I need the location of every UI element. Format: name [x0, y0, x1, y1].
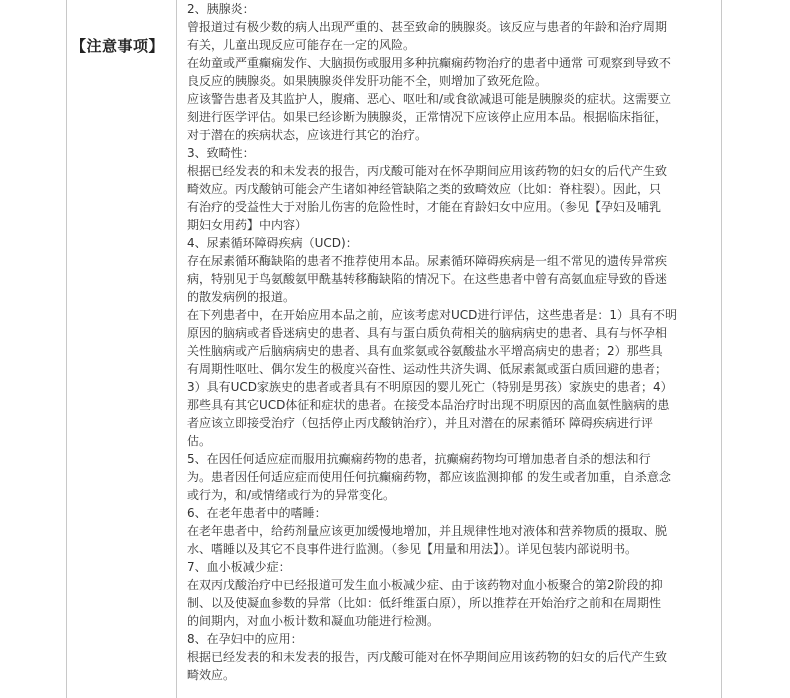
precautions-text [187, 0, 719, 684]
text-line: 的间期内，对血小板计数和凝血功能进行检测。 [187, 614, 440, 628]
precautions-table [66, 0, 722, 698]
text-line: 有治疗的受益性大于对胎儿伤害的危险性时，才能在育龄妇女中应用。（参见【孕妇及哺乳 [187, 200, 662, 214]
text-line: 者应该立即接受治疗（包括停止丙戊酸钠治疗），并且对潜在的尿素循环 障碍疾病进行评 [187, 416, 653, 430]
text-line: 估。 [187, 434, 212, 448]
text-line: 8、在孕妇中的应用： [187, 632, 303, 646]
text-line: 存在尿素循环酶缺陷的患者不推荐使用本品。尿素循环障碍疾病是一组不常见的遗传异常疾 [187, 254, 668, 268]
label-cell [67, 0, 177, 698]
text-line: 对于潜在的疾病状态，应该进行其它的治疗。 [187, 128, 428, 142]
content-cell [185, 0, 721, 698]
text-line: 6、在老年患者中的嗜睡： [187, 506, 327, 520]
text-line: 3）具有UCD家族史的患者或者具有不明原因的婴儿死亡（特别是男孩）家族史的患者；4） [187, 380, 673, 394]
text-line: 在下列患者中，在开始应用本品之前，应该考虑对UCD进行评估，这些患者是：1）具有不明 [187, 308, 678, 322]
text-line: 根据已经发表的和未发表的报告，丙戊酸可能对在怀孕期间应用该药物的妇女的后代产生致 [187, 650, 668, 664]
text-line: 或行为，和/或情绪或行为的异常变化。 [187, 488, 396, 502]
text-line: 7、血小板减少症： [187, 560, 291, 574]
text-line: 有周期性呕吐、偶尔发生的极度兴奋性、运动性共济失调、低尿素氮或蛋白质回避的患者； [187, 362, 668, 376]
text-line: 有关，儿童出现反应可能存在一定的风险。 [187, 38, 416, 52]
text-line: 在老年患者中，给药剂量应该更加缓慢地增加，并且规律性地对液体和营养物质的摄取、脱 [187, 524, 668, 538]
text-line: 畸效应。丙戊酸钠可能会产生诸如神经管缺陷之类的致畸效应（比如：脊柱裂）。因此，只 [187, 182, 662, 196]
text-line: 那些具有其它UCD体征和症状的患者。在接受本品治疗时出现不明原因的高血氨性脑病的患 [187, 398, 670, 412]
text-line: 期妇女用药】中内容） [187, 218, 308, 232]
text-line: 2、胰腺炎： [187, 2, 255, 16]
section-label: 【注意事项】 [71, 37, 165, 55]
text-line: 3、致畸性： [187, 146, 255, 160]
text-line: 的散发病例的报道。 [187, 290, 296, 304]
text-line: 曾报道过有极少数的病人出现严重的、甚至致命的胰腺炎。该反应与患者的年龄和治疗周期 [187, 20, 668, 34]
text-line: 为。患者因任何适应症而使用任何抗癫痫药物，都应该监测抑郁 的发生或者加重，自杀意念 [187, 470, 671, 484]
text-line: 根据已经发表的和未发表的报告，丙戊酸可能对在怀孕期间应用该药物的妇女的后代产生致 [187, 164, 668, 178]
text-line: 水、嗜睡以及其它不良事件进行监测。（参见【用量和用法】）。详见包装内部说明书。 [187, 542, 638, 556]
text-line: 良反应的胰腺炎。如果胰腺炎伴发肝功能不全，则增加了致死危险。 [187, 74, 548, 88]
text-line: 原因的脑病或者昏迷病史的患者、具有与蛋白质负荷相关的脑病病史的患者、具有与怀孕相 [187, 326, 668, 340]
text-line: 刻进行医学评估。如果已经诊断为胰腺炎，正常情况下应该停止应用本品。根据临床指征， [187, 110, 668, 124]
text-line: 4、尿素循环障碍疾病（UCD)： [187, 236, 358, 250]
text-line: 制、以及使凝血参数的异常（比如：低纤维蛋白原），所以推荐在开始治疗之前和在周期性 [187, 596, 662, 610]
text-line: 病，特别见于鸟氨酸氨甲酰基转移酶缺陷的情况下。在这些患者中曾有高氨血症导致的昏迷 [187, 272, 668, 286]
text-line: 在幼童或严重癫痫发作、大脑损伤或服用多种抗癫痫药物治疗的患者中通常 可观察到导致不 [187, 56, 671, 70]
text-line: 应该警告患者及其监护人，腹痛、恶心、呕吐和/或食欲减退可能是胰腺炎的症状。这需要立 [187, 92, 672, 106]
text-line: 畸效应。 [187, 668, 236, 682]
text-line: 关性脑病或产后脑病病史的患者、具有血浆氨或谷氨酸盐水平增高病史的患者；2）那些具 [187, 344, 663, 358]
text-line: 5、在因任何适应症而服用抗癫痫药物的患者，抗癫痫药物均可增加患者自杀的想法和行 [187, 452, 651, 466]
text-line: 在双丙戊酸治疗中已经报道可发生血小板减少症、由于该药物对血小板聚合的第2阶段的抑 [187, 578, 663, 592]
